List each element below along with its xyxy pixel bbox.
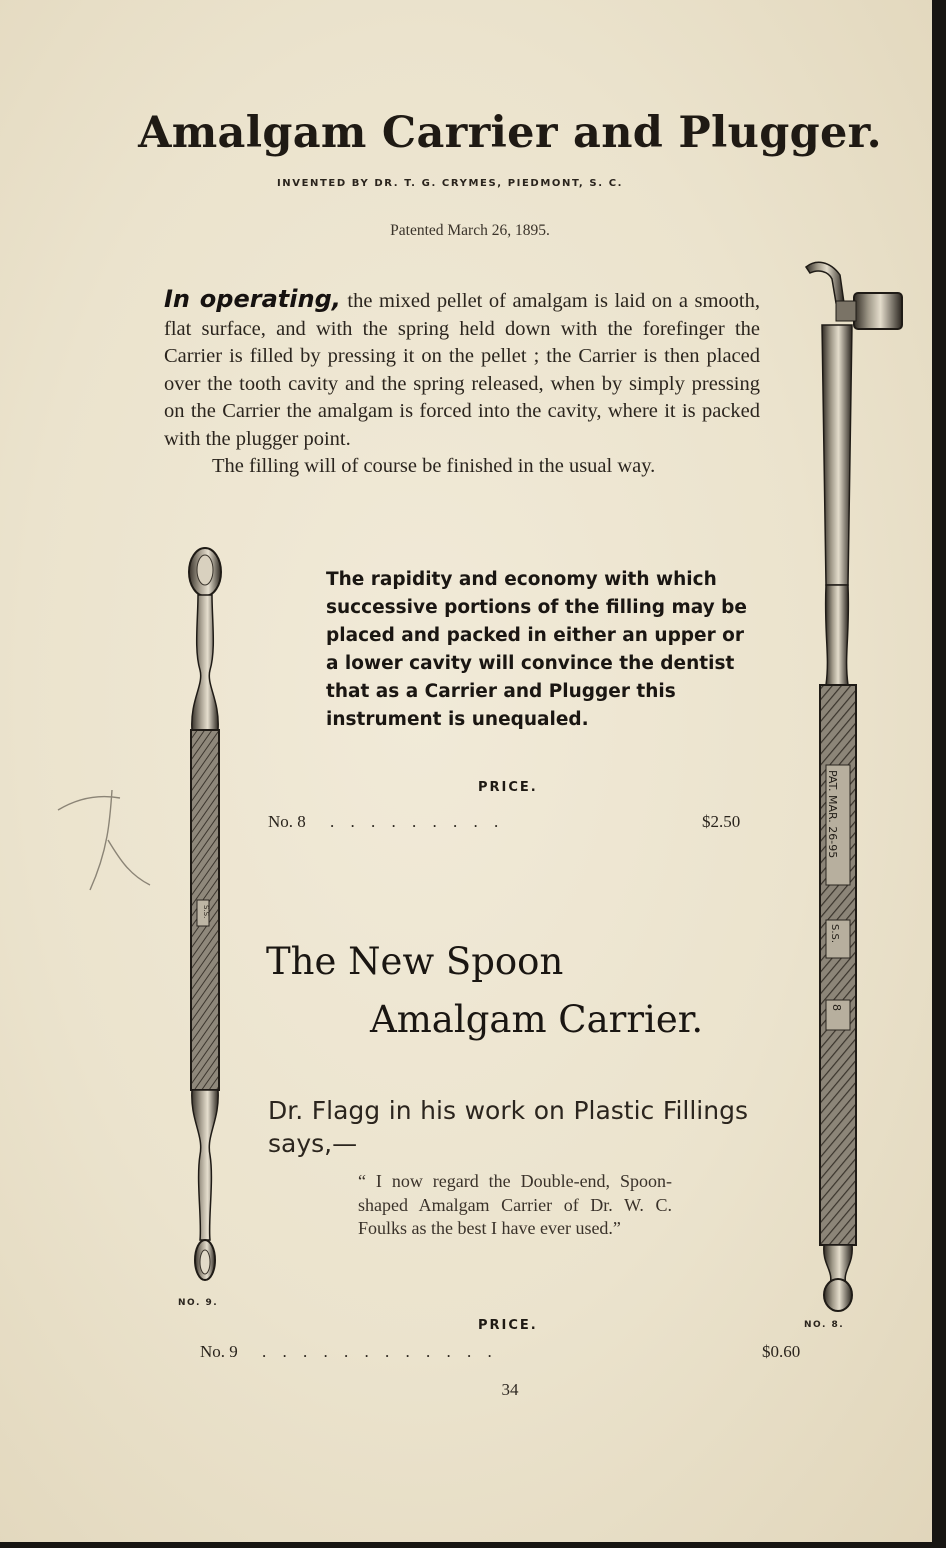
price-item-no9: No. 9 xyxy=(200,1342,238,1361)
inventor-line: INVENTED BY DR. T. G. CRYMES, PIEDMONT, S. C. xyxy=(276,178,624,189)
instrument-no8-carrier-plugger-icon xyxy=(800,255,910,1315)
price-heading-no8: PRICE. xyxy=(478,780,538,795)
price-leader-dots: . . . . . . . . . . . . xyxy=(262,1342,498,1361)
engraving-no8-patent: PAT. MAR. 26-95 xyxy=(826,770,839,859)
engraving-no8-number: 8 xyxy=(830,1004,843,1011)
operating-paragraph xyxy=(164,286,760,481)
page-number: 34 xyxy=(501,1380,519,1399)
pencil-x-mark-icon xyxy=(50,780,160,900)
patent-date: Patented March 26, 1895. xyxy=(390,222,550,239)
operating-lead: In operating, xyxy=(164,285,341,313)
price-item-no8: No. 8 xyxy=(268,812,306,831)
price-heading-no9: PRICE. xyxy=(478,1318,538,1333)
figure-label-no9: NO. 9. xyxy=(178,1298,219,1308)
engraving-no9: S.S. xyxy=(202,905,210,919)
heading-new-spoon: The New Spoon xyxy=(266,940,564,983)
finishing-sentence: The filling will of course be finished in the usual way. xyxy=(212,455,656,477)
operating-text: the mixed pellet of amalgam is laid on a smooth, flat surface, and with the spring held down with the forefinger the Carrier is filled by pressing it on the pellet ; the Carrier is then placed over the tooth cavity and the spring released, when by simply pressing on the Carrier the amalgam is forced into the cavity, where it is packed with the plugger point. xyxy=(164,290,760,450)
price-value-no9: $0.60 xyxy=(762,1342,801,1361)
heading-amalgam-carrier-and-plugger: Amalgam Carrier and Plugger. xyxy=(138,108,882,158)
flagg-intro: Dr. Flagg in his work on Plastic Fillings says,— xyxy=(268,1096,748,1158)
engraving-no8-mark: S.S. xyxy=(829,924,840,944)
flagg-quote: “ I now regard the Double-end, Spoon-shaped Amalgam Carrier of Dr. W. C. Foulks as the best I have ever used.” xyxy=(358,1171,672,1238)
heading-amalgam-carrier: Amalgam Carrier. xyxy=(370,998,704,1041)
price-leader-dots: . . . . . . . . . xyxy=(330,812,505,831)
price-row-no9 xyxy=(200,1342,498,1362)
figure-label-no8: NO. 8. xyxy=(804,1320,845,1330)
rapidity-paragraph: The rapidity and economy with which successive portions of the filling may be placed and packed in either an upper or a lower cavity will convince the dentist that as a Carrier and Plugger this instrument is unequaled. xyxy=(326,569,747,730)
price-row-no8 xyxy=(268,812,504,832)
price-value-no8: $2.50 xyxy=(702,812,741,831)
